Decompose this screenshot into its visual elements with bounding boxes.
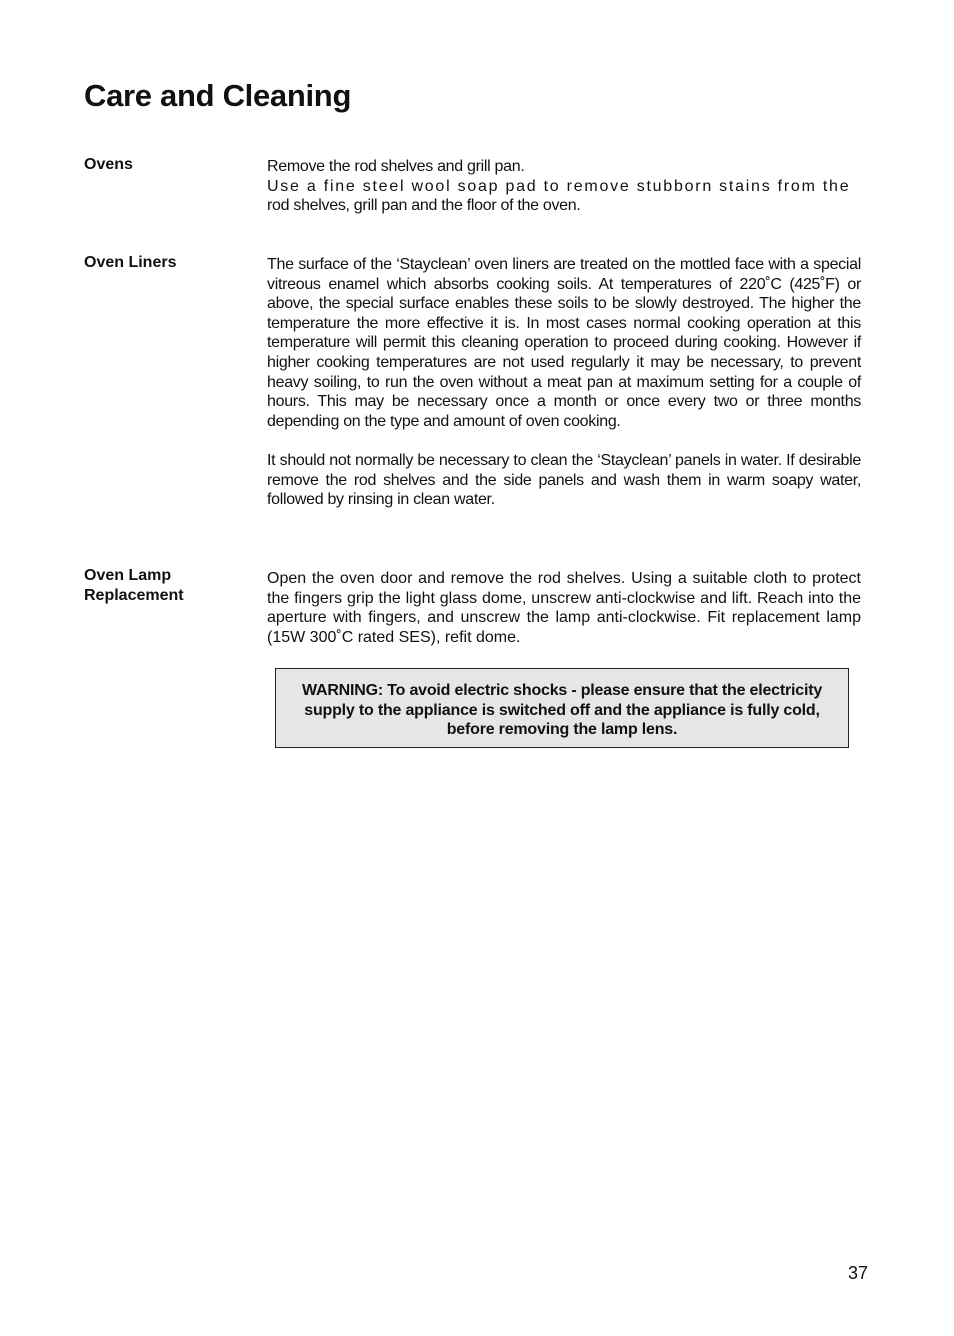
ovens-text — [267, 157, 861, 216]
oven-liners-paragraph: The surface of the ‘Stayclean’ oven liners are treated on the mottled face with a special vitreous enamel which absorbs cooking soils. At temperatures of 220˚C (425˚F) or above, the special surface enables these soils to be slowly destroyed. The higher the temperature the more effective it is. In most cases normal cooking operation at this temperature will permit this cleaning operation to proceed during cooking. However if higher cooking temperatures are not used regularly it may be necessary, to prevent heavy soiling, to run the oven without a meat pan at maximum setting for a couple of hours. This may be necessary once a month or once every two or three months depending on the type and amount of oven cooking. — [267, 256, 861, 430]
ovens-text-line: rod shelves, grill pan and the floor of the oven. — [267, 197, 581, 215]
section-heading-oven-lamp-replacement — [84, 566, 254, 606]
warning-box: WARNING: To avoid electric shocks - please ensure that the electricity supply to the appliance is switched off and the appliance is fully cold, before removing the lamp lens. — [275, 668, 849, 748]
oven-liners-paragraph: It should not normally be necessary to clean the ‘Stayclean’ panels in water. If desirable remove the rod shelves and the side panels and wash them in warm soapy water, followed by rinsing in clean water. — [267, 451, 861, 509]
ovens-text-line: Use a fine steel wool soap pad to remove stubborn stains from the — [267, 177, 851, 195]
section-heading-line: Replacement — [84, 587, 184, 604]
oven-lamp-text — [267, 569, 861, 647]
page-number: 37 — [848, 1263, 869, 1283]
oven-lamp-paragraph: Open the oven door and remove the rod shelves. Using a suitable cloth to protect the fingers grip the light glass dome, unscrew anti-clockwise and lift. Reach into the aperture with fingers, and unscrew the lamp anti-clockwise. Fit replacement lamp (15W 300˚C rated SES), refit dome. — [267, 570, 861, 646]
section-heading-line: Oven Lamp — [84, 567, 172, 584]
ovens-text-line: Remove the rod shelves and grill pan. — [267, 158, 525, 175]
page-title: Care and Cleaning — [84, 78, 352, 113]
section-heading-oven-liners: Oven Liners — [84, 254, 177, 271]
section-heading-ovens: Ovens — [84, 156, 133, 173]
oven-liners-text — [267, 255, 861, 510]
